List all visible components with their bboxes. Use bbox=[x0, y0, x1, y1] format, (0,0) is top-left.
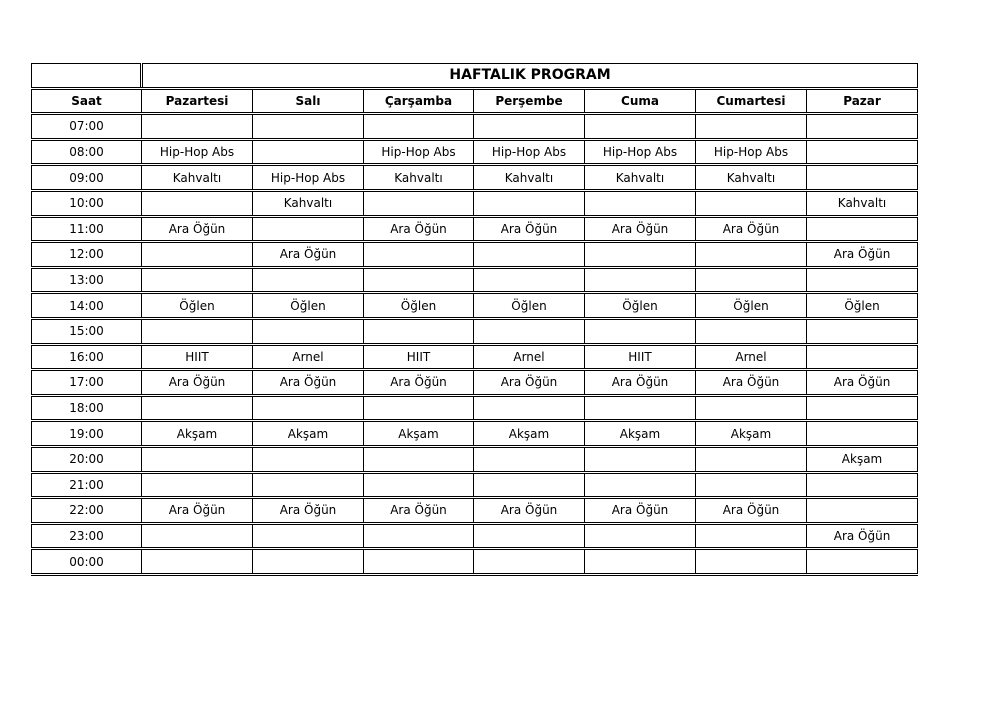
activity-cell bbox=[474, 190, 585, 216]
activity-cell bbox=[807, 472, 918, 498]
activity-cell bbox=[696, 318, 807, 344]
activity-cell bbox=[807, 421, 918, 447]
activity-cell bbox=[585, 190, 696, 216]
time-cell: 18:00 bbox=[32, 395, 142, 421]
schedule-title: HAFTALIK PROGRAM bbox=[142, 64, 918, 89]
activity-cell: Hip-Hop Abs bbox=[696, 139, 807, 165]
activity-cell: Hip-Hop Abs bbox=[585, 139, 696, 165]
activity-cell bbox=[253, 549, 364, 575]
activity-cell: Akşam bbox=[696, 421, 807, 447]
activity-cell bbox=[142, 472, 253, 498]
activity-cell bbox=[474, 318, 585, 344]
activity-cell bbox=[253, 318, 364, 344]
activity-cell bbox=[696, 446, 807, 472]
activity-cell bbox=[807, 139, 918, 165]
activity-cell bbox=[807, 498, 918, 524]
activity-cell: Kahvaltı bbox=[585, 165, 696, 191]
activity-cell bbox=[474, 472, 585, 498]
activity-cell bbox=[253, 216, 364, 242]
activity-cell bbox=[142, 267, 253, 293]
time-cell: 11:00 bbox=[32, 216, 142, 242]
activity-cell bbox=[807, 318, 918, 344]
activity-cell: Öğlen bbox=[142, 293, 253, 319]
activity-cell bbox=[474, 114, 585, 140]
activity-cell: Öğlen bbox=[807, 293, 918, 319]
activity-cell bbox=[364, 549, 474, 575]
activity-cell bbox=[807, 549, 918, 575]
activity-cell bbox=[253, 472, 364, 498]
activity-cell: Ara Öğün bbox=[696, 498, 807, 524]
activity-cell: Ara Öğün bbox=[364, 370, 474, 396]
activity-cell: Ara Öğün bbox=[253, 242, 364, 268]
activity-cell: Öğlen bbox=[364, 293, 474, 319]
activity-cell: Kahvaltı bbox=[142, 165, 253, 191]
schedule-row bbox=[32, 190, 918, 216]
activity-cell bbox=[142, 446, 253, 472]
activity-cell bbox=[364, 190, 474, 216]
activity-cell bbox=[696, 472, 807, 498]
time-cell: 00:00 bbox=[32, 549, 142, 575]
activity-cell: Ara Öğün bbox=[474, 498, 585, 524]
activity-cell bbox=[474, 395, 585, 421]
time-cell: 13:00 bbox=[32, 267, 142, 293]
activity-cell: HIIT bbox=[364, 344, 474, 370]
activity-cell bbox=[364, 114, 474, 140]
activity-cell bbox=[364, 267, 474, 293]
activity-cell: Arnel bbox=[474, 344, 585, 370]
activity-cell: Kahvaltı bbox=[364, 165, 474, 191]
activity-cell bbox=[364, 395, 474, 421]
activity-cell bbox=[585, 267, 696, 293]
activity-cell: Ara Öğün bbox=[364, 216, 474, 242]
activity-cell bbox=[585, 446, 696, 472]
time-cell: 21:00 bbox=[32, 472, 142, 498]
activity-cell bbox=[696, 523, 807, 549]
activity-cell bbox=[142, 523, 253, 549]
schedule-row bbox=[32, 370, 918, 396]
activity-cell bbox=[807, 216, 918, 242]
activity-cell bbox=[253, 267, 364, 293]
activity-cell: Arnel bbox=[696, 344, 807, 370]
activity-cell: Ara Öğün bbox=[585, 370, 696, 396]
activity-cell: Ara Öğün bbox=[142, 498, 253, 524]
activity-cell bbox=[585, 395, 696, 421]
activity-cell bbox=[364, 472, 474, 498]
activity-cell bbox=[142, 549, 253, 575]
activity-cell: Hip-Hop Abs bbox=[364, 139, 474, 165]
activity-cell: Akşam bbox=[807, 446, 918, 472]
schedule-row bbox=[32, 446, 918, 472]
schedule-row bbox=[32, 267, 918, 293]
header-wednesday: Çarşamba bbox=[364, 88, 474, 114]
title-row bbox=[32, 64, 918, 89]
activity-cell bbox=[585, 114, 696, 140]
activity-cell bbox=[696, 242, 807, 268]
schedule-row bbox=[32, 165, 918, 191]
schedule-row bbox=[32, 421, 918, 447]
schedule-row bbox=[32, 318, 918, 344]
activity-cell: Ara Öğün bbox=[696, 216, 807, 242]
header-monday: Pazartesi bbox=[142, 88, 253, 114]
activity-cell: Akşam bbox=[364, 421, 474, 447]
activity-cell bbox=[253, 114, 364, 140]
time-cell: 22:00 bbox=[32, 498, 142, 524]
activity-cell: Ara Öğün bbox=[474, 216, 585, 242]
activity-cell: Ara Öğün bbox=[807, 242, 918, 268]
activity-cell bbox=[253, 523, 364, 549]
activity-cell bbox=[142, 114, 253, 140]
schedule-row bbox=[32, 216, 918, 242]
header-saturday: Cumartesi bbox=[696, 88, 807, 114]
time-cell: 19:00 bbox=[32, 421, 142, 447]
activity-cell bbox=[807, 165, 918, 191]
activity-cell bbox=[364, 242, 474, 268]
activity-cell: Akşam bbox=[142, 421, 253, 447]
time-cell: 07:00 bbox=[32, 114, 142, 140]
schedule-row bbox=[32, 549, 918, 575]
schedule-row bbox=[32, 498, 918, 524]
activity-cell bbox=[585, 549, 696, 575]
time-cell: 12:00 bbox=[32, 242, 142, 268]
schedule-row bbox=[32, 395, 918, 421]
activity-cell: Ara Öğün bbox=[364, 498, 474, 524]
time-cell: 20:00 bbox=[32, 446, 142, 472]
schedule-row bbox=[32, 344, 918, 370]
activity-cell bbox=[364, 523, 474, 549]
activity-cell: Akşam bbox=[585, 421, 696, 447]
activity-cell: Akşam bbox=[474, 421, 585, 447]
activity-cell bbox=[696, 267, 807, 293]
activity-cell bbox=[585, 523, 696, 549]
activity-cell bbox=[585, 242, 696, 268]
activity-cell: HIIT bbox=[585, 344, 696, 370]
activity-cell: Akşam bbox=[253, 421, 364, 447]
activity-cell: Öğlen bbox=[253, 293, 364, 319]
activity-cell bbox=[142, 242, 253, 268]
time-cell: 23:00 bbox=[32, 523, 142, 549]
activity-cell: Ara Öğün bbox=[253, 370, 364, 396]
activity-cell: Ara Öğün bbox=[253, 498, 364, 524]
time-cell: 15:00 bbox=[32, 318, 142, 344]
activity-cell bbox=[807, 267, 918, 293]
activity-cell bbox=[364, 318, 474, 344]
activity-cell: Ara Öğün bbox=[585, 216, 696, 242]
activity-cell bbox=[807, 395, 918, 421]
weekly-schedule-table bbox=[31, 63, 918, 576]
activity-cell: Kahvaltı bbox=[253, 190, 364, 216]
activity-cell bbox=[253, 395, 364, 421]
schedule-row bbox=[32, 114, 918, 140]
activity-cell: HIIT bbox=[142, 344, 253, 370]
schedule-row bbox=[32, 472, 918, 498]
activity-cell bbox=[585, 318, 696, 344]
activity-cell: Ara Öğün bbox=[142, 216, 253, 242]
activity-cell: Ara Öğün bbox=[142, 370, 253, 396]
activity-cell: Hip-Hop Abs bbox=[142, 139, 253, 165]
activity-cell bbox=[474, 242, 585, 268]
activity-cell bbox=[474, 267, 585, 293]
activity-cell: Arnel bbox=[253, 344, 364, 370]
header-friday: Cuma bbox=[585, 88, 696, 114]
schedule-row bbox=[32, 139, 918, 165]
title-corner-cell bbox=[32, 64, 142, 89]
activity-cell: Öğlen bbox=[585, 293, 696, 319]
activity-cell bbox=[696, 114, 807, 140]
activity-cell bbox=[696, 549, 807, 575]
activity-cell: Ara Öğün bbox=[696, 370, 807, 396]
activity-cell bbox=[696, 395, 807, 421]
activity-cell: Kahvaltı bbox=[474, 165, 585, 191]
header-sunday: Pazar bbox=[807, 88, 918, 114]
activity-cell bbox=[474, 523, 585, 549]
activity-cell: Ara Öğün bbox=[585, 498, 696, 524]
activity-cell: Hip-Hop Abs bbox=[253, 165, 364, 191]
activity-cell bbox=[696, 190, 807, 216]
time-cell: 17:00 bbox=[32, 370, 142, 396]
activity-cell bbox=[474, 446, 585, 472]
activity-cell: Hip-Hop Abs bbox=[474, 139, 585, 165]
activity-cell bbox=[142, 190, 253, 216]
schedule-row bbox=[32, 523, 918, 549]
activity-cell bbox=[364, 446, 474, 472]
time-cell: 10:00 bbox=[32, 190, 142, 216]
time-cell: 09:00 bbox=[32, 165, 142, 191]
activity-cell: Ara Öğün bbox=[474, 370, 585, 396]
activity-cell: Kahvaltı bbox=[696, 165, 807, 191]
time-cell: 14:00 bbox=[32, 293, 142, 319]
schedule-row bbox=[32, 242, 918, 268]
activity-cell bbox=[253, 139, 364, 165]
activity-cell: Ara Öğün bbox=[807, 523, 918, 549]
schedule-row bbox=[32, 293, 918, 319]
activity-cell bbox=[142, 318, 253, 344]
activity-cell bbox=[253, 446, 364, 472]
header-row bbox=[32, 88, 918, 114]
activity-cell bbox=[142, 395, 253, 421]
activity-cell bbox=[474, 549, 585, 575]
activity-cell: Öğlen bbox=[474, 293, 585, 319]
header-tuesday: Salı bbox=[253, 88, 364, 114]
activity-cell: Öğlen bbox=[696, 293, 807, 319]
activity-cell: Ara Öğün bbox=[807, 370, 918, 396]
activity-cell bbox=[807, 344, 918, 370]
activity-cell: Kahvaltı bbox=[807, 190, 918, 216]
header-time: Saat bbox=[32, 88, 142, 114]
time-cell: 16:00 bbox=[32, 344, 142, 370]
time-cell: 08:00 bbox=[32, 139, 142, 165]
activity-cell bbox=[585, 472, 696, 498]
header-thursday: Perşembe bbox=[474, 88, 585, 114]
activity-cell bbox=[807, 114, 918, 140]
